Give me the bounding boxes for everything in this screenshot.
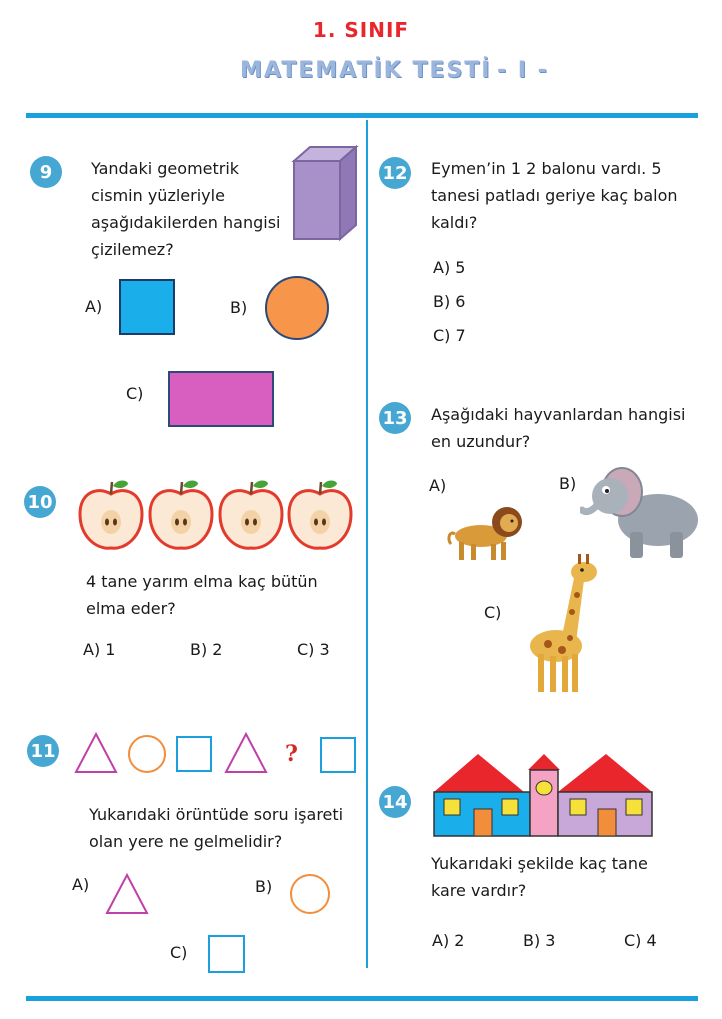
question-11-line-2: olan yere ne gelmelidir?: [89, 832, 283, 851]
question-11-line-1: Yukarıdaki örüntüde soru işareti: [89, 805, 344, 824]
column-divider: [366, 120, 368, 968]
question-12-option-a[interactable]: A) 5: [433, 258, 466, 277]
circle-shape: [265, 276, 329, 340]
option-b-circle: [290, 874, 330, 914]
question-13-text: [431, 401, 711, 455]
question-14-text: [431, 850, 711, 904]
option-c-square: [208, 935, 245, 973]
question-9-line-2: cismin yüzleriyle: [91, 186, 225, 205]
question-mark: ?: [285, 741, 298, 767]
option-a-triangle: [104, 872, 150, 916]
question-10-option-c[interactable]: C) 3: [297, 640, 330, 659]
elephant-image: [580, 462, 708, 562]
question-14-line-1: Yukarıdaki şekilde kaç tane: [431, 854, 648, 873]
question-number-12: 12: [379, 157, 411, 189]
question-9-line-1: Yandaki geometrik: [91, 159, 240, 178]
question-11-option-c[interactable]: C): [170, 943, 188, 962]
question-13-option-c[interactable]: C): [484, 603, 502, 622]
question-10-option-a[interactable]: A) 1: [83, 640, 116, 659]
left-roof: [434, 754, 524, 792]
question-14-option-b[interactable]: B) 3: [523, 931, 556, 950]
tower-window: [536, 781, 552, 795]
right-door: [598, 809, 616, 836]
question-12-text: [431, 155, 711, 236]
question-number-14: 14: [379, 786, 411, 818]
question-13-line-1: Aşağıdaki hayvanlardan hangisi: [431, 405, 686, 424]
question-9-line-3: aşağıdakilerden hangisi: [91, 213, 281, 232]
question-9-option-c[interactable]: C): [126, 384, 144, 403]
pattern-square-2: [320, 737, 356, 773]
question-9-text: [91, 155, 301, 263]
question-12-option-b[interactable]: B) 6: [433, 292, 466, 311]
question-13-option-b[interactable]: B): [559, 474, 577, 493]
question-9-option-b[interactable]: B): [230, 298, 248, 317]
question-11-option-b[interactable]: B): [255, 877, 273, 896]
question-14-option-a[interactable]: A) 2: [432, 931, 465, 950]
question-12-option-c[interactable]: C) 7: [433, 326, 466, 345]
grade-title: 1. SINIF: [312, 18, 410, 42]
left-window-1: [444, 799, 460, 815]
rectangle-shape: [168, 371, 274, 427]
right-window-1: [570, 799, 586, 815]
question-9-line-4: çizilemez?: [91, 240, 174, 259]
question-number-11: 11: [27, 735, 59, 767]
top-divider: [26, 113, 698, 118]
question-number-10: 10: [24, 486, 56, 518]
question-number-9: 9: [30, 156, 62, 188]
giraffe-image: [522, 550, 604, 696]
test-title: MATEMATİK TESTİ: [240, 58, 492, 83]
question-13-option-a[interactable]: A): [429, 476, 447, 495]
houses-image: [432, 750, 656, 838]
lion-image: [445, 500, 525, 564]
square-shape: [119, 279, 175, 335]
question-12-line-2: tanesi patladı geriye kaç balon: [431, 186, 678, 205]
right-window-2: [626, 799, 642, 815]
question-14-line-2: kare vardır?: [431, 881, 527, 900]
question-12-line-3: kaldı?: [431, 213, 478, 232]
question-10-line-1: 4 tane yarım elma kaç bütün: [86, 572, 318, 591]
question-10-option-b[interactable]: B) 2: [190, 640, 223, 659]
pattern-triangle-1: [76, 734, 116, 772]
question-10-text: [86, 568, 366, 622]
question-9-option-a[interactable]: A): [85, 297, 103, 316]
left-window-2: [502, 799, 518, 815]
prism-image: [290, 143, 360, 243]
question-number-13: 13: [379, 402, 411, 434]
pattern-triangle-2: [226, 734, 266, 772]
question-12-line-1: Eymen’in 1 2 balonu vardı. 5: [431, 159, 662, 178]
pattern-shapes: [72, 730, 272, 778]
half-apples-image: [78, 478, 358, 552]
question-10-line-2: elma eder?: [86, 599, 176, 618]
left-door: [474, 809, 492, 836]
question-14-option-c[interactable]: C) 4: [624, 931, 657, 950]
bottom-divider: [26, 996, 698, 1001]
question-13-line-2: en uzundur?: [431, 432, 531, 451]
test-number: - I -: [497, 58, 549, 83]
right-roof: [558, 754, 652, 792]
pattern-square-1: [177, 737, 211, 771]
question-11-option-a[interactable]: A): [72, 875, 90, 894]
question-11-text: [89, 801, 364, 855]
tower: [530, 770, 558, 836]
pattern-circle: [129, 736, 165, 772]
tower-roof: [528, 754, 560, 770]
